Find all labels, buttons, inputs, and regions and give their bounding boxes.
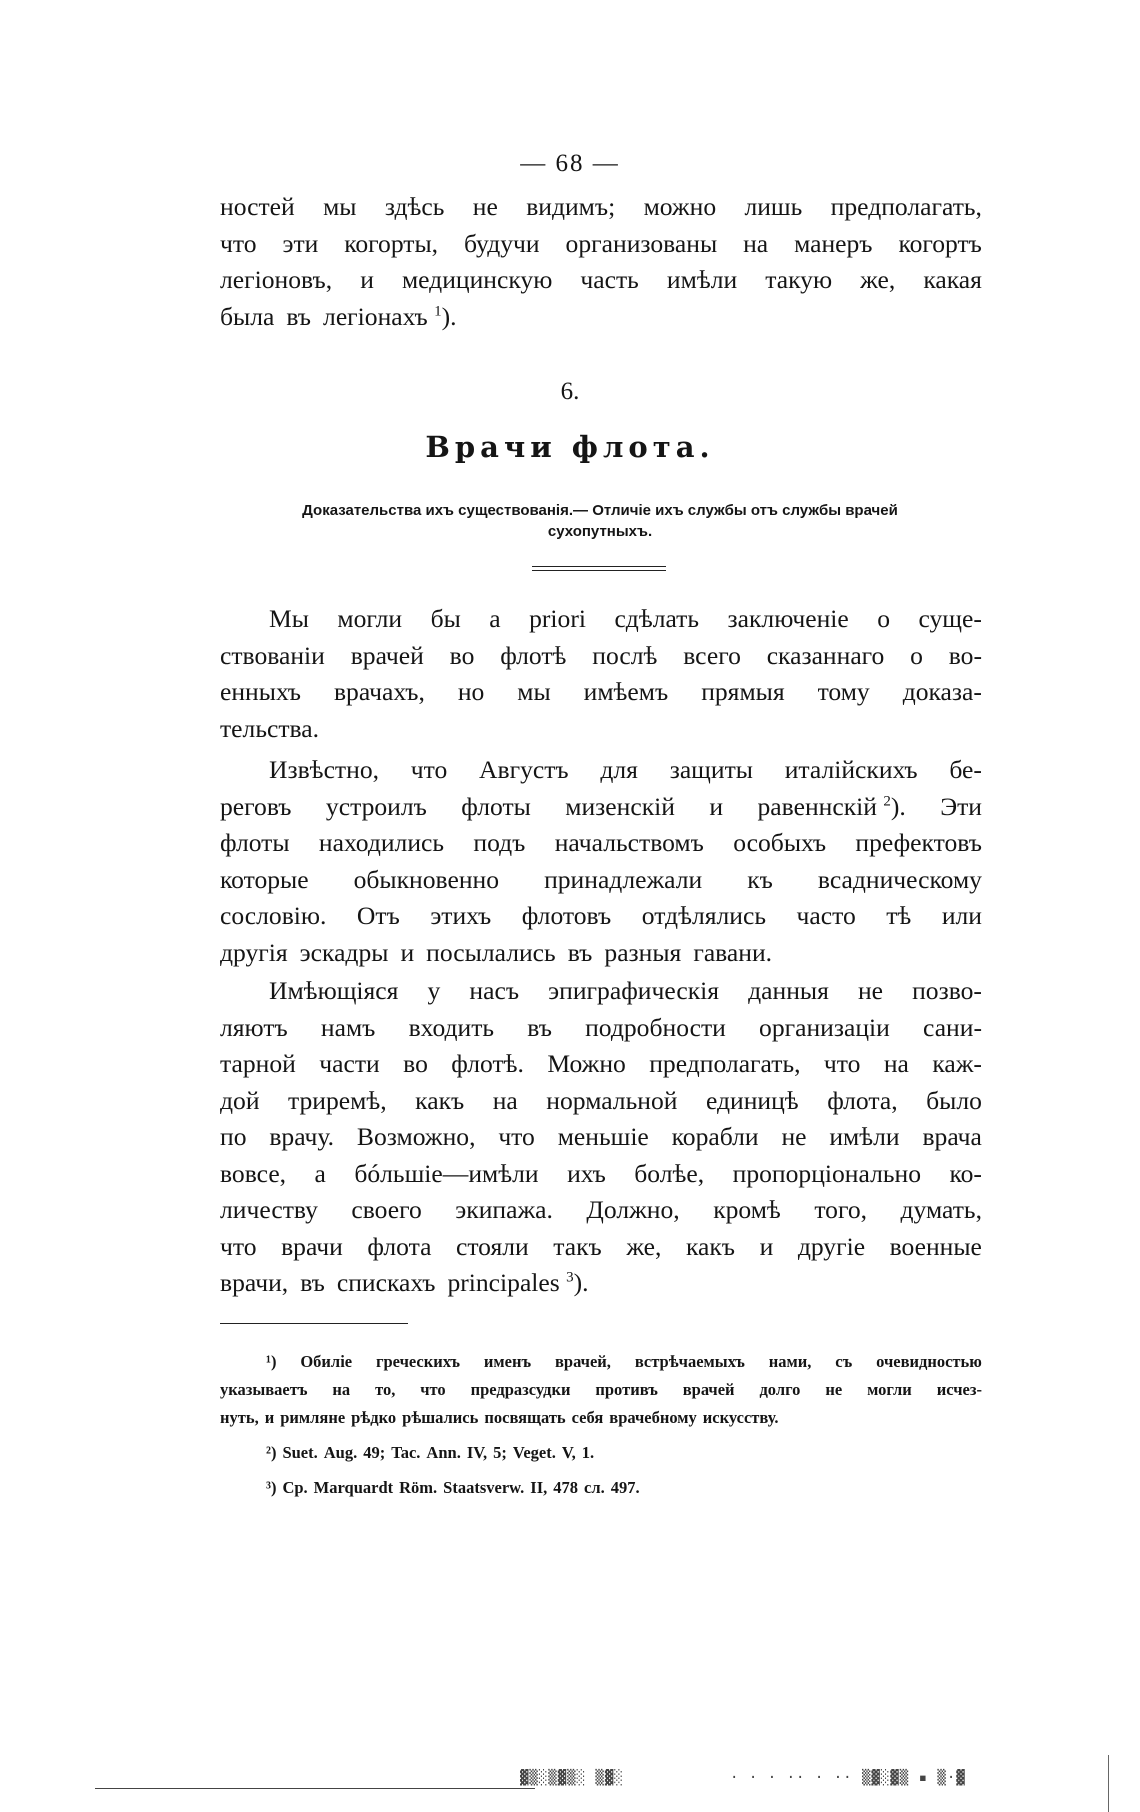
page-number: — 68 — <box>520 150 620 177</box>
paragraph-3 <box>220 973 982 1302</box>
text-line: которые обыкновенно принадлежали къ всадническому <box>220 864 982 894</box>
paragraph-2 <box>220 752 982 971</box>
text-line: ностей мы здѣсь не видимъ; можно лишь предполагать, <box>220 192 982 221</box>
footnote-rule <box>220 1323 408 1324</box>
text-line: тарной части во флотѣ. Можно предполагать, что на каж- <box>220 1049 982 1078</box>
paragraph-1 <box>220 601 982 747</box>
text-line: Извѣстно, что Августъ для защиты италійскихъ бе- <box>269 755 982 784</box>
text-line: вовсе, а бóльшіе—имѣли ихъ болѣе, пропорціонально ко- <box>220 1158 982 1188</box>
footnote-ref: 3 <box>566 1269 574 1286</box>
text-line: Имѣющіяся у насъ эпиграфическія данныя не позво- <box>269 976 982 1005</box>
double-rule-divider <box>532 566 666 571</box>
text-line: личеству своего экипажа. Должно, кромѣ того, думать, <box>220 1195 982 1224</box>
text-line: тельства. <box>220 713 320 743</box>
footnotes <box>220 1348 982 1502</box>
text-line: ²) Suet. Aug. 49; Tac. Ann. IV, 5; Veget. V, 1. <box>266 1443 595 1462</box>
scan-edge-line <box>95 1788 535 1789</box>
summary-line: сухопутныхъ. <box>547 523 653 540</box>
text-line: нуть, и римляне рѣдко рѣшались посвящать себя врачебному искусству. <box>220 1408 779 1427</box>
top-paragraph <box>220 189 982 335</box>
text-line: ствованіи врачей во флотѣ послѣ всего сказаннаго о во- <box>220 640 982 670</box>
scan-edge-vertical <box>1108 1755 1109 1812</box>
text-line: сословію. Отъ этихъ флотовъ отдѣлялись часто тѣ или <box>220 901 982 930</box>
scan-noise-left: ▓▒░▒▓▒░ ▒▓░ <box>520 1770 624 1786</box>
section-number: 6. <box>560 378 580 405</box>
footnote-ref: 1 <box>434 302 442 319</box>
text-line: дой триремѣ, какъ на нормальной единицѣ флота, было <box>220 1085 982 1115</box>
scan-noise-right: · · · ·· · ·· ▒▓░▓▒ ▪ ▒·▓ <box>730 1770 966 1786</box>
text-line: что врачи флота стояли такъ же, какъ и другіе военные <box>220 1231 982 1261</box>
footnote-ref-tail: ). <box>441 301 457 331</box>
text-line: легіоновъ, и медицинскую часть имѣли такую же, какая <box>220 265 982 294</box>
text-line: указываетъ на то, что предразсудки противъ врачей долго не могли исчез- <box>220 1380 982 1399</box>
text-line: врачи, въ спискахъ principales $^3$). <box>220 1265 982 1302</box>
text-line: была въ легіонахъ $^1$). <box>220 299 982 336</box>
section-summary <box>270 500 930 542</box>
section-title: Врачи флота. <box>425 430 715 464</box>
footnote-ref-tail: ). <box>573 1268 589 1297</box>
text-line: по врачу. Возможно, что меньшіе корабли не имѣли врача <box>220 1122 982 1151</box>
text-line: флоты находились подъ начальствомъ особыхъ префектовъ <box>220 828 982 857</box>
text-line: реговъ устроилъ флоты мизенскій и равеннскій $^2$). Эти <box>220 791 982 821</box>
text-line: ³) Cp. Marquardt Röm. Staatsverw. II, 478 сл. 497. <box>266 1478 640 1497</box>
summary-line: Доказательства ихъ существованія.— Отличіе ихъ службы отъ службы врачей <box>302 502 898 519</box>
text-line: что эти когорты, будучи организованы на манеръ когортъ <box>220 228 982 258</box>
text-line: ляютъ намъ входить въ подробности организаціи сани- <box>220 1012 982 1042</box>
text-line: другія эскадры и посылались въ разныя гавани. <box>220 937 773 967</box>
text-line: енныхъ врачахъ, но мы имѣемъ прямыя тому доказа- <box>220 677 982 706</box>
footnote-ref: 2 <box>883 792 891 809</box>
text-line: ¹) Обиліе греческихъ именъ врачей, встрѣчаемыхъ нами, съ очевидностью <box>266 1352 982 1371</box>
text-line: Мы могли бы a priori сдѣлать заключеніе о суще- <box>269 604 982 633</box>
